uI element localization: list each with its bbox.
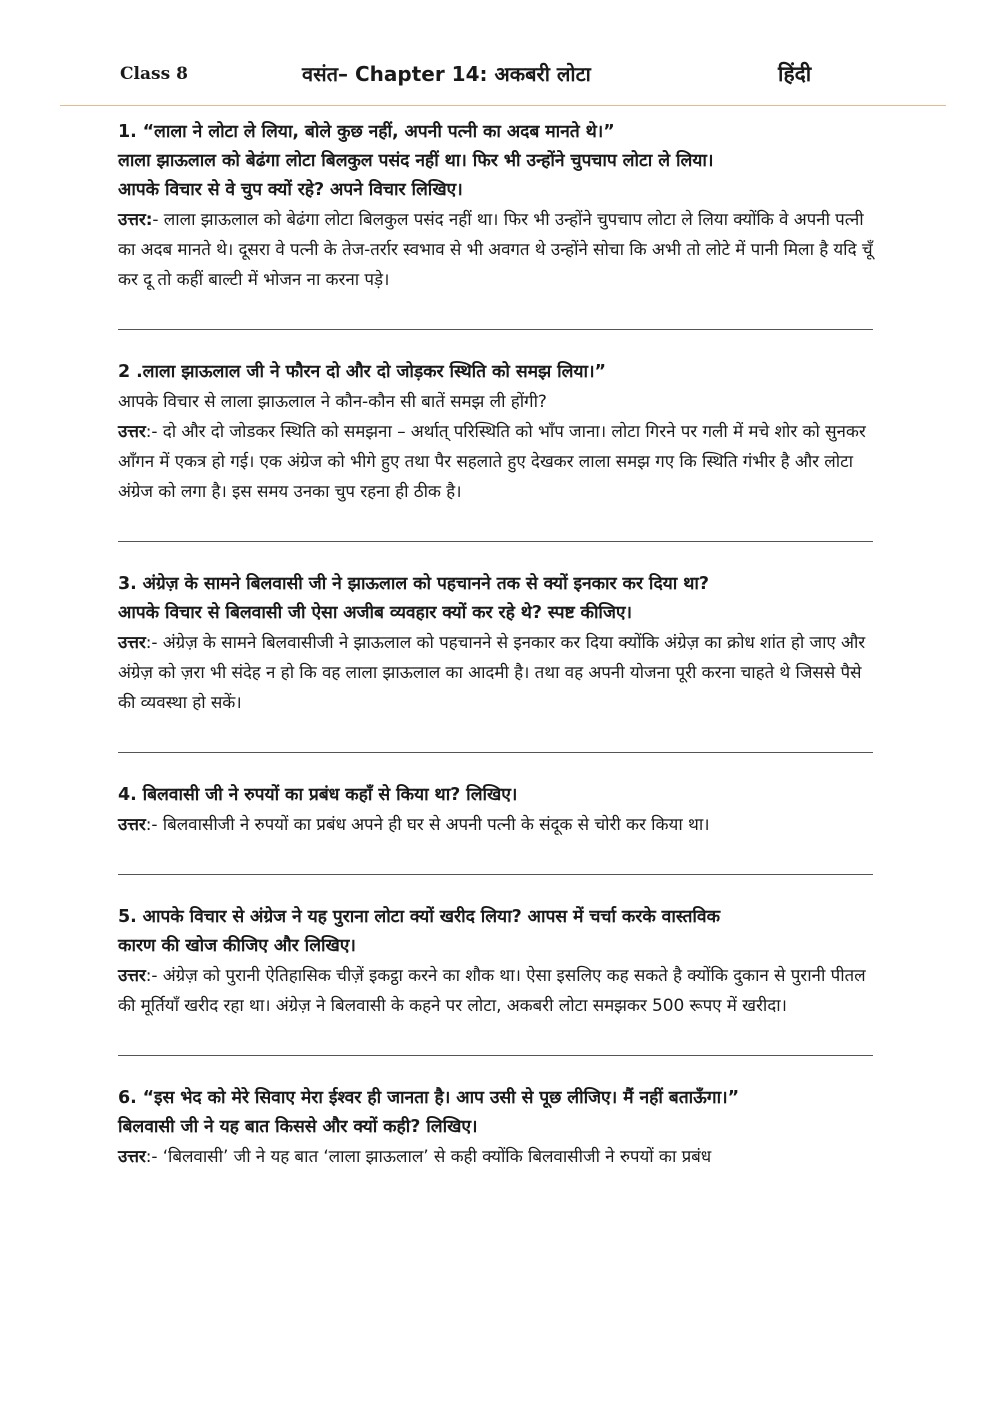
question-line: लाला झाऊलाल को बेढंगा लोटा बिलकुल पसंद नहीं था। फिर भी उन्होंने चुपचाप लोटा ले लिया। xyxy=(118,151,714,171)
qa-item-6 xyxy=(118,1084,873,1172)
answer-text: ‘बिलवासी’ जी ने यह बात ‘लाला झाऊलाल’ से कही क्योंकि बिलवासीजी ने रुपयों का प्रबंध xyxy=(162,1147,712,1167)
chapter-title: वसंत– Chapter 14: अकबरी लोटा xyxy=(302,62,591,86)
answer-label: उत्तर xyxy=(118,633,146,653)
answer-text: बिलवासीजी ने रुपयों का प्रबंध अपने ही घर से अपनी पत्नी के संदूक से चोरी कर किया था। xyxy=(162,815,710,835)
answer-text: दो और दो जोडकर स्थिति को समझना – अर्थात् परिस्थिति को भाँप जाना। लोटा गिरने पर गली में मचे शोर को सुनकर आँगन में एकत्र हो गई। एक अंग्रेज को भीगे हुए तथा पैर सहलाते हुए देखकर लाला समझ गए कि स्थिति गंभीर है और लोटा अंग्रेज को लगा है। इस समय उनका चुप रहना ही ठीक है। xyxy=(118,422,866,502)
question-line: आपके विचार से बिलवासी जी ऐसा अजीब व्यवहार क्यों कर रहे थे? स्पष्ट कीजिए। xyxy=(118,603,632,623)
answer-separator: :- xyxy=(145,633,163,653)
question-line: 2 .लाला झाऊलाल जी ने फौरन दो और दो जोड़कर स्थिति को समझ लिया।” xyxy=(118,362,606,382)
question-line: आपके विचार से वे चुप क्यों रहे? अपने विचार लिखिए। xyxy=(118,180,463,200)
qa-item-5 xyxy=(118,903,873,1021)
answer-separator: :- xyxy=(145,1147,163,1167)
question-line: 5. आपके विचार से अंग्रेज ने यह पुराना लोटा क्यों खरीद लिया? आपस में चर्चा करके वास्तविक xyxy=(118,907,720,927)
answer-text: लाला झाऊलाल को बेढंगा लोटा बिलकुल पसंद नहीं था। फिर भी उन्होंने चुपचाप लोटा ले लिया क्योंकि वे अपनी पत्नी का अदब मानते थे। दूसरा वे पत्नी के तेज-तर्रार स्वभाव से भी अवगत थे उन्होंने सोचा कि अभी तो लोटे में पानी मिला है यदि चूँ कर दू तो कहीं बाल्टी में भोजन ना करना पड़े। xyxy=(118,210,873,290)
answer xyxy=(118,417,873,507)
answer-label: उत्तर xyxy=(118,1147,146,1167)
qa-item-1 xyxy=(118,118,873,295)
answer-text: अंग्रेज़ को पुरानी ऐतिहासिक चीज़ें इकट्ठा करने का शौक था। ऐसा इसलिए कह सकते है क्योंकि दुकान से पुरानी पीतल की मूर्तियाँ खरीद रहा था। अंग्रेज़ ने बिलवासी के कहने पर लोटा, अकबरी लोटा समझकर 500 रूपए में खरीदा। xyxy=(118,966,866,1016)
answer-separator: :- xyxy=(145,815,163,835)
section-divider xyxy=(118,1055,873,1056)
answer xyxy=(118,961,873,1021)
answer xyxy=(118,628,873,718)
qa-item-4 xyxy=(118,781,873,840)
answer-separator: :- xyxy=(145,422,163,442)
answer xyxy=(118,810,873,840)
section-divider xyxy=(118,874,873,875)
section-divider xyxy=(118,541,873,542)
header-divider xyxy=(60,105,946,106)
question-line: 4. बिलवासी जी ने रुपयों का प्रबंध कहाँ से किया था? लिखिए। xyxy=(118,785,518,805)
answer-label: उत्तर: xyxy=(118,210,153,230)
answer-separator: - xyxy=(152,210,164,230)
answer xyxy=(118,205,873,295)
subject-label: हिंदी xyxy=(778,62,812,86)
class-label: Class 8 xyxy=(120,64,188,84)
qa-content xyxy=(118,118,873,1172)
answer-separator: :- xyxy=(145,966,163,986)
qa-item-2 xyxy=(118,358,873,507)
answer-label: उत्तर xyxy=(118,966,146,986)
qa-item-3 xyxy=(118,570,873,718)
question-line: 3. अंग्रेज़ के सामने बिलवासी जी ने झाऊलाल को पहचानने तक से क्यों इनकार कर दिया था? xyxy=(118,574,709,594)
section-divider xyxy=(118,752,873,753)
question-line: 6. “इस भेद को मेरे सिवाए मेरा ईश्वर ही जानता है। आप उसी से पूछ लीजिए। मैं नहीं बताऊँगा।” xyxy=(118,1088,739,1108)
page-header xyxy=(0,58,992,98)
answer xyxy=(118,1142,873,1172)
question-line: बिलवासी जी ने यह बात किससे और क्यों कही? लिखिए। xyxy=(118,1117,478,1137)
sub-question: आपके विचार से लाला झाऊलाल ने कौन-कौन सी बातें समझ ली होंगी? xyxy=(118,392,547,412)
answer-text: अंग्रेज़ के सामने बिलवासीजी ने झाऊलाल को पहचानने से इनकार कर दिया क्योंकि अंग्रेज़ का क्रोध शांत हो जाए और अंग्रेज़ को ज़रा भी संदेह न हो कि वह लाला झाऊलाल का आदमी है। तथा वह अपनी योजना पूरी करना चाहते थे जिससे पैसे की व्यवस्था हो सकें। xyxy=(118,633,866,713)
answer-label: उत्तर xyxy=(118,815,146,835)
question-line: 1. “लाला ने लोटा ले लिया, बोले कुछ नहीं, अपनी पत्नी का अदब मानते थे।” xyxy=(118,122,615,142)
section-divider xyxy=(118,329,873,330)
question-line: कारण की खोज कीजिए और लिखिए। xyxy=(118,936,356,956)
answer-label: उत्तर xyxy=(118,422,146,442)
